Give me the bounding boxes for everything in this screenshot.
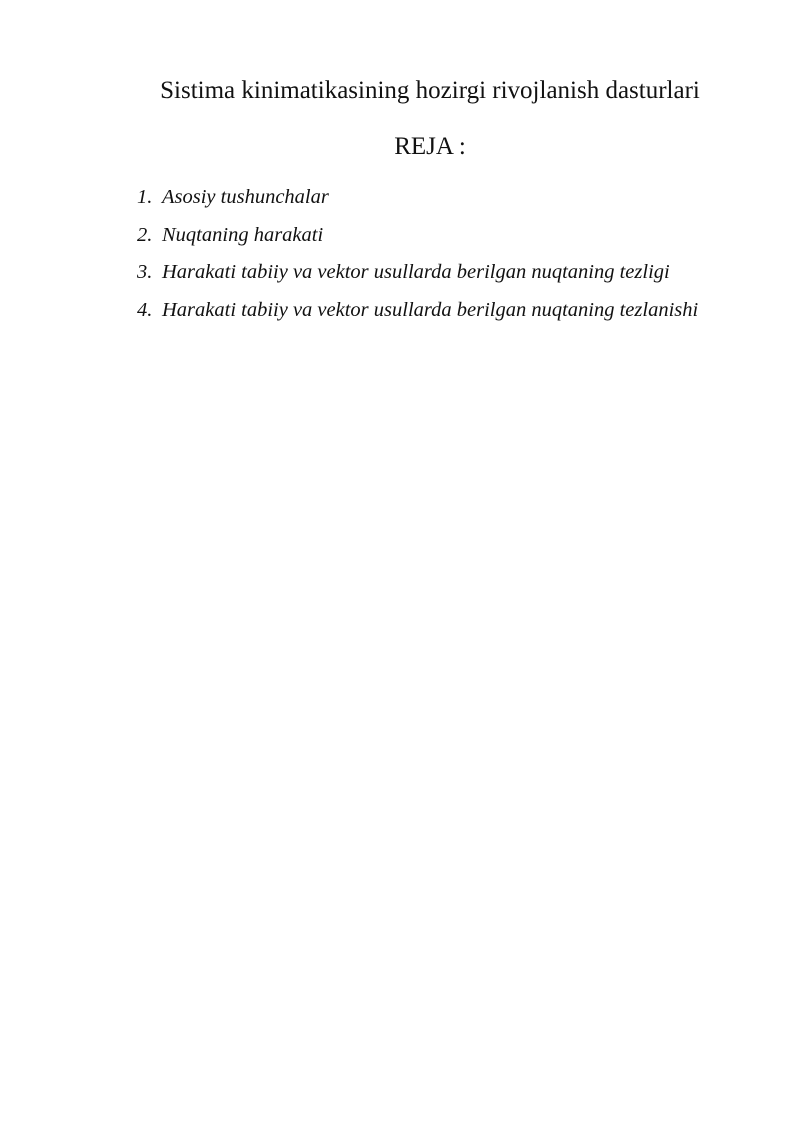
- plan-item-number: 1.: [137, 186, 153, 208]
- plan-item-text: Harakati tabiiy va vektor usullarda berilgan nuqtaning tezligi: [162, 261, 670, 283]
- plan-list: [137, 183, 698, 333]
- plan-item-text: Harakati tabiiy va vektor usullarda berilgan nuqtaning tezlanishi: [162, 298, 699, 321]
- plan-heading: REJA :: [394, 133, 466, 160]
- document-title: Sistima kinimatikasining hozirgi rivojlanish dasturlari: [160, 77, 700, 104]
- plan-item-number: 2.: [137, 223, 153, 246]
- plan-item-number: 3.: [137, 261, 153, 283]
- plan-item: [137, 221, 698, 259]
- plan-item: [137, 258, 698, 296]
- plan-item-text: Nuqtaning harakati: [162, 223, 324, 246]
- plan-item-text: Asosiy tushunchalar: [162, 186, 329, 208]
- plan-item: [137, 183, 698, 221]
- plan-item: [137, 296, 698, 334]
- plan-item-number: 4.: [137, 298, 153, 321]
